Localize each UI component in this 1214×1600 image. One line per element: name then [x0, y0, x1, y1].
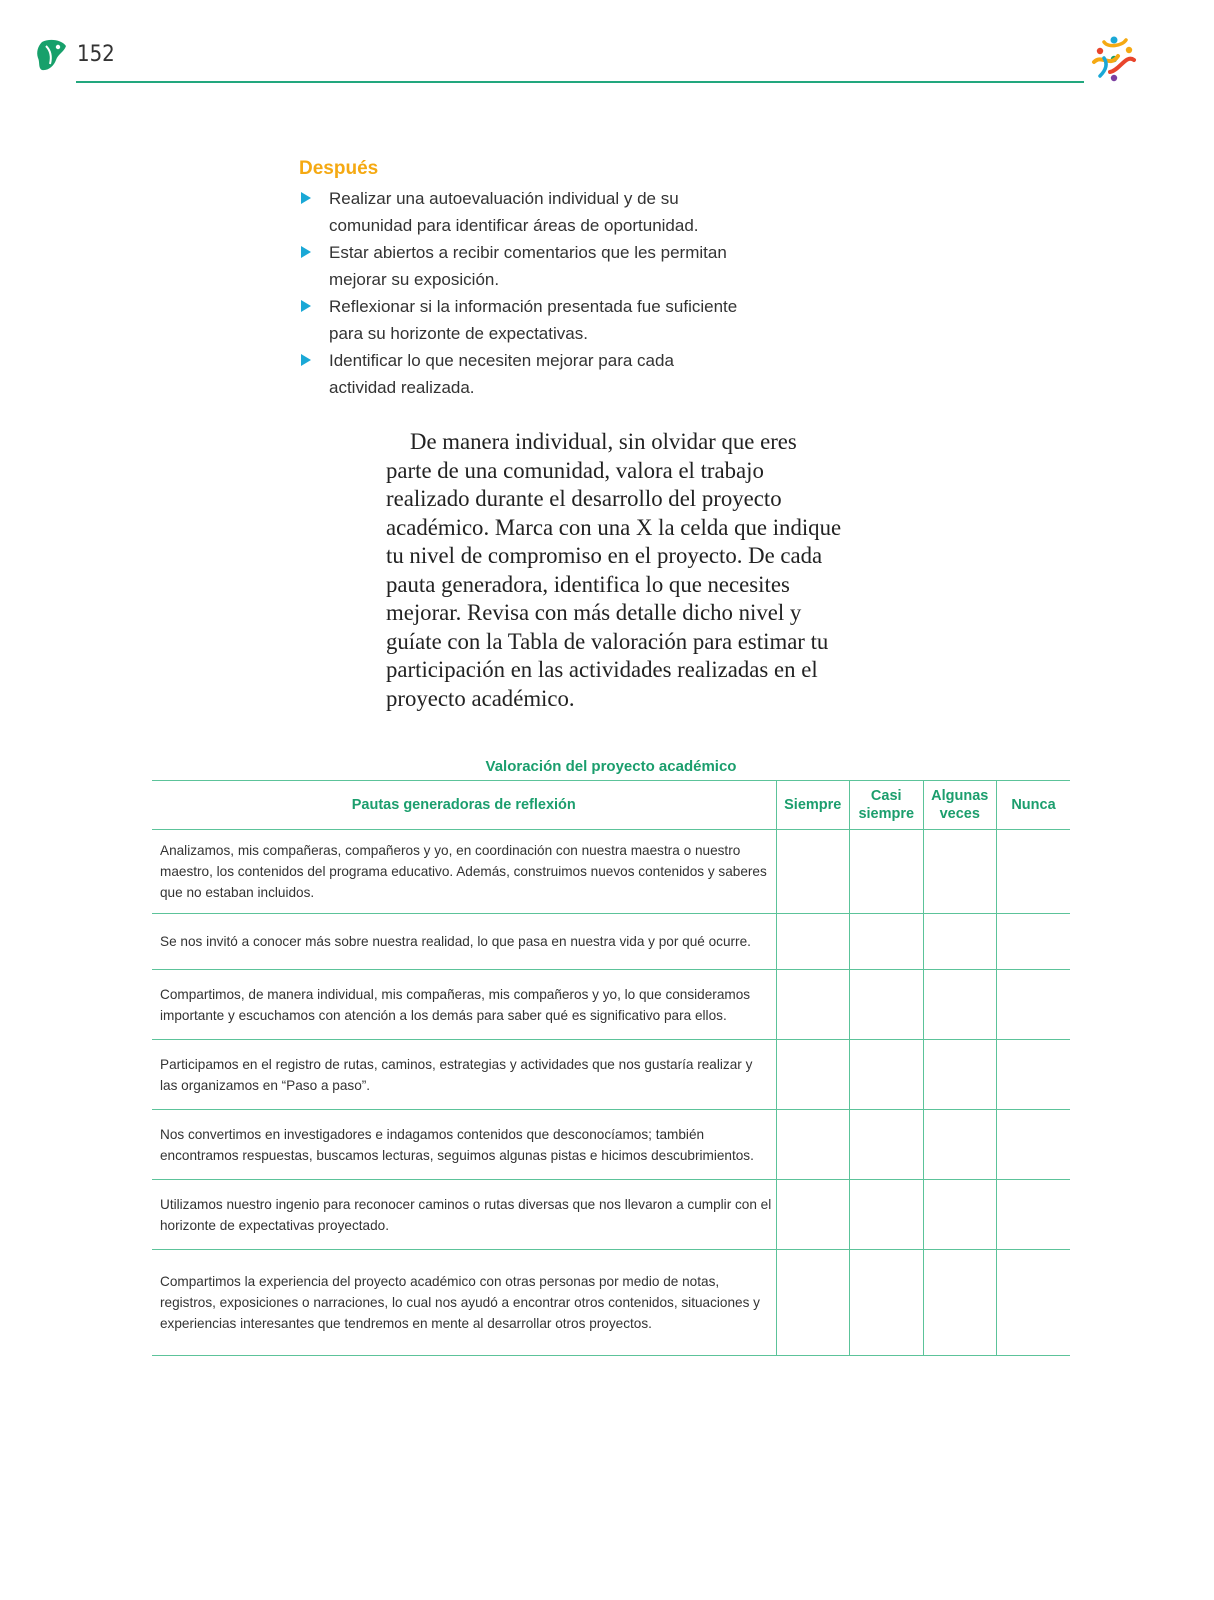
header-nunca: Nunca: [997, 781, 1071, 830]
header-algunas-veces: Algunas veces: [923, 781, 997, 830]
section-title-despues: Después: [299, 158, 379, 179]
pauta-text: Participamos en el registro de rutas, caminos, estrategias y actividades que nos gustaría realizar y las organizamos en “Paso a paso”.: [152, 1040, 776, 1110]
cell-nunca[interactable]: [997, 830, 1071, 914]
cell-nunca[interactable]: [997, 1040, 1071, 1110]
cell-algunas-veces[interactable]: [923, 1110, 997, 1180]
cell-casi-siempre[interactable]: [850, 1180, 924, 1250]
table-row: [152, 830, 1070, 914]
cell-siempre[interactable]: [776, 1040, 850, 1110]
list-item: [299, 185, 739, 239]
cell-algunas-veces[interactable]: [923, 970, 997, 1040]
table-header-row: [152, 781, 1070, 830]
table-row: [152, 914, 1070, 970]
list-item: [299, 293, 739, 347]
cell-casi-siempre[interactable]: [850, 1110, 924, 1180]
list-item-text: Reflexionar si la información presentada fue suficiente para su horizonte de expectativas.: [329, 297, 738, 343]
colorful-community-emblem-icon: [1088, 34, 1140, 84]
header-pautas: Pautas generadoras de reflexión: [152, 781, 776, 830]
cell-nunca[interactable]: [997, 914, 1071, 970]
pauta-text: Utilizamos nuestro ingenio para reconocer caminos o rutas diversas que nos llevaron a cumplir con el horizonte de expectativas proyectado.: [152, 1180, 776, 1250]
list-item-text: Estar abiertos a recibir comentarios que les permitan mejorar su exposición.: [329, 243, 727, 289]
triangle-bullet-icon: [301, 246, 311, 258]
cell-casi-siempre[interactable]: [850, 1250, 924, 1356]
cell-siempre[interactable]: [776, 970, 850, 1040]
cell-algunas-veces[interactable]: [923, 1180, 997, 1250]
cell-siempre[interactable]: [776, 914, 850, 970]
table-row: [152, 970, 1070, 1040]
header-siempre: Siempre: [776, 781, 850, 830]
triangle-bullet-icon: [301, 192, 311, 204]
table-title: Valoración del proyecto académico: [485, 758, 737, 775]
cell-nunca[interactable]: [997, 1110, 1071, 1180]
pauta-text: Nos convertimos en investigadores e indagamos contenidos que desconocíamos; también encontramos respuestas, buscamos lecturas, seguimos algunas pistas e hicimos descubrimientos.: [152, 1110, 776, 1180]
table-row: [152, 1040, 1070, 1110]
list-item: [299, 239, 739, 293]
list-item: [299, 347, 739, 401]
cell-algunas-veces[interactable]: [923, 914, 997, 970]
pauta-text: Se nos invitó a conocer más sobre nuestra realidad, lo que pasa en nuestra vida y por qué ocurre.: [152, 914, 776, 970]
cell-algunas-veces[interactable]: [923, 830, 997, 914]
cell-algunas-veces[interactable]: [923, 1040, 997, 1110]
table-row: [152, 1250, 1070, 1356]
cell-casi-siempre[interactable]: [850, 830, 924, 914]
despues-list: [299, 185, 739, 401]
green-leaf-logo-icon: [36, 38, 68, 72]
cell-nunca[interactable]: [997, 1180, 1071, 1250]
instructions-paragraph: De manera individual, sin olvidar que eres parte de una comunidad, valora el trabajo realizado durante el desarrollo del proyecto académico. Marca con una X la celda que indique tu nivel de compromiso en el proyecto. De cada pauta generadora, identifica lo que necesites mejorar. Revisa con más detalle dicho nivel y guíate con la Tabla de valoración para estimar tu participación en las actividades realizadas en el proyecto académico.: [386, 429, 842, 711]
cell-siempre[interactable]: [776, 1180, 850, 1250]
list-item-text: Identificar lo que necesiten mejorar para cada actividad realizada.: [329, 351, 674, 397]
cell-casi-siempre[interactable]: [850, 1040, 924, 1110]
table-row: [152, 1180, 1070, 1250]
pauta-text: Analizamos, mis compañeras, compañeros y yo, en coordinación con nuestra maestra o nuestro maestro, los contenidos del programa educativo. Además, construimos nuevos contenidos y saberes que no estaban incluidos.: [152, 830, 776, 914]
cell-algunas-veces[interactable]: [923, 1250, 997, 1356]
pauta-text: Compartimos, de manera individual, mis compañeras, mis compañeros y yo, lo que consideramos importante y escuchamos con atención a los demás para saber qué es significativo para ellos.: [152, 970, 776, 1040]
cell-nunca[interactable]: [997, 970, 1071, 1040]
cell-nunca[interactable]: [997, 1250, 1071, 1356]
triangle-bullet-icon: [301, 354, 311, 366]
cell-siempre[interactable]: [776, 1110, 850, 1180]
header-divider: [76, 81, 1084, 83]
triangle-bullet-icon: [301, 300, 311, 312]
pauta-text: Compartimos la experiencia del proyecto académico con otras personas por medio de notas, registros, exposiciones o narraciones, lo cual nos ayudó a encontrar otros contenidos, situaciones y experiencias interesantes que tendremos en mente al desarrollar otros proyectos.: [152, 1250, 776, 1356]
cell-casi-siempre[interactable]: [850, 970, 924, 1040]
table-row: [152, 1110, 1070, 1180]
cell-siempre[interactable]: [776, 1250, 850, 1356]
header-casi-siempre: Casi siempre: [850, 781, 924, 830]
list-item-text: Realizar una autoevaluación individual y de su comunidad para identificar áreas de oportunidad.: [329, 189, 699, 235]
cell-casi-siempre[interactable]: [850, 914, 924, 970]
valoracion-table: [152, 780, 1070, 1356]
cell-siempre[interactable]: [776, 830, 850, 914]
page-number: 152: [77, 42, 115, 67]
